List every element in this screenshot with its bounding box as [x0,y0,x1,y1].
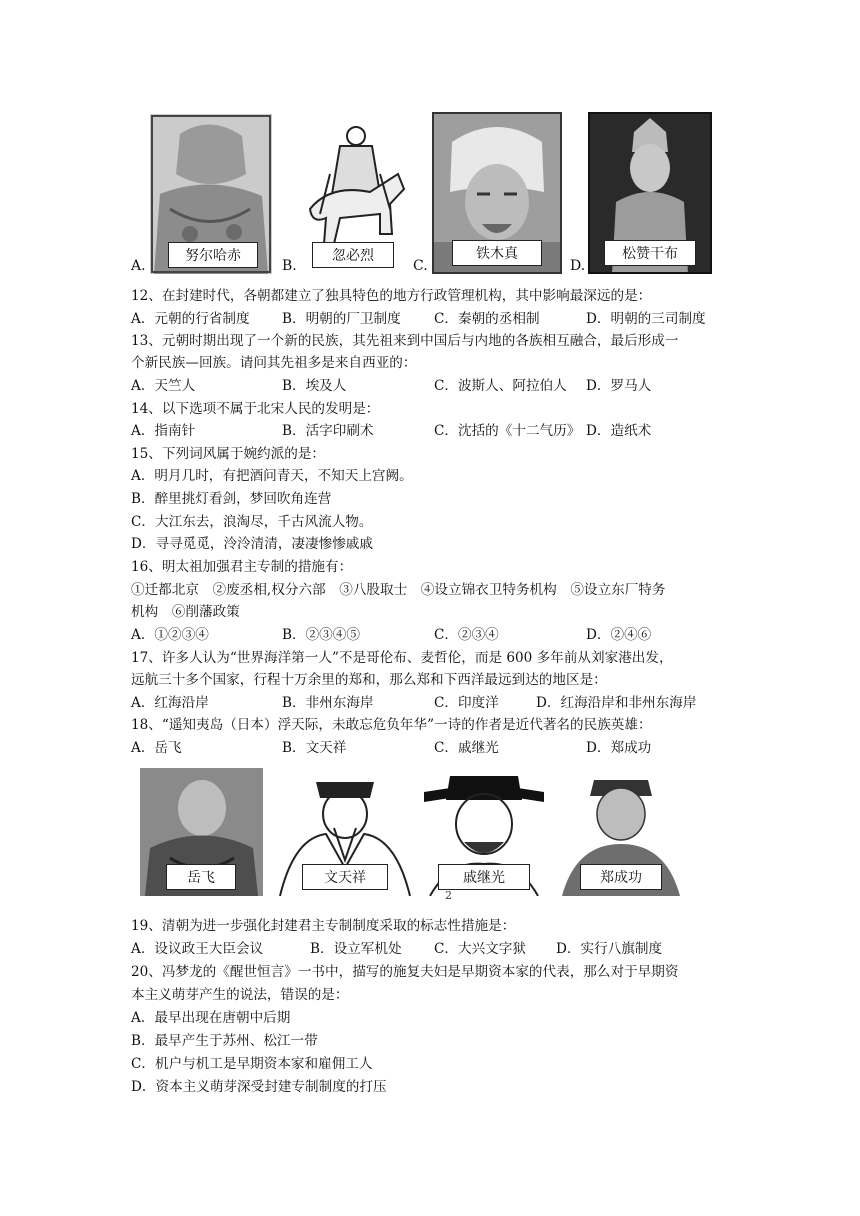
q18-option-c: C．戚继光 [434,740,499,756]
caption-zheng-chenggong: 郑成功 [580,864,662,890]
q12-stem: 12、在封建时代，各朝都建立了独具特色的地方行政管理机构，其中影响最深远的是： [131,288,652,304]
q16-options [131,625,741,645]
q17-option-c: C．印度洋 [434,695,499,711]
q17-option-b: B．非州东海岸 [282,695,374,711]
q14-stem: 14、以下选项不属于北宋人民的发明是： [131,401,380,417]
option-letter-d: D. [570,258,586,274]
q14-option-a: A．指南针 [131,423,196,439]
q20-option-d: D．资本主义萌芽深受封建专制制度的打压 [131,1079,387,1095]
q20-option-a: A．最早出现在唐朝中后期 [131,1010,291,1026]
q17-option-d: D．红海沿岸和非州东海岸 [536,695,697,711]
option-letter-b: B. [282,258,297,274]
q18-option-a: A．岳飞 [131,740,182,756]
q17-options [131,693,741,713]
q14-options [131,421,741,441]
q13-options [131,376,741,396]
q19-stem: 19、清朝为进一步强化封建君主专制制度采取的标志性措施是： [131,918,516,934]
q16-option-c: C．②③④ [434,627,499,643]
q16-option-b: B．②③④⑤ [282,627,360,643]
q16-option-a: A．①②③④ [131,627,209,643]
q19-option-d: D．实行八旗制度 [556,941,663,957]
portrait-row-q18 [0,768,860,902]
q12-options [131,309,741,329]
q20-option-c: C．机户与机工是早期资本家和雇佣工人 [131,1056,373,1072]
caption-nurhaci: 努尔哈赤 [168,242,258,268]
q18-option-d: D．郑成功 [586,740,652,756]
q15-stem: 15、下列词风属于婉约派的是： [131,446,326,462]
q20-stem-line1: 20、冯梦龙的《醒世恒言》一书中，描写的施复夫妇是早期资本家的代表，那么对于早期资 [131,964,679,980]
portrait-kublai [300,114,410,274]
caption-wen-tianxiang: 文天祥 [302,864,388,890]
option-letter-c: C. [413,258,428,274]
q17-option-a: A．红海沿岸 [131,695,209,711]
q20-stem-line2: 本主义萌芽产生的说法，错误的是： [131,987,349,1003]
q13-option-b: B．埃及人 [282,378,347,394]
q15-option-b: B．醉里挑灯看剑，梦回吹角连营 [131,491,332,507]
portrait-nurhaci [150,114,272,274]
q17-stem-line2: 远航三十多个国家，行程十万余里的郑和，那么郑和下西洋最远到达的地区是： [131,672,607,688]
q18-options [131,738,741,758]
q14-option-d: D．造纸术 [586,423,652,439]
q12-option-c: C．秦朝的丞相制 [434,311,540,327]
q12-option-d: D．明朝的三司制度 [586,311,706,327]
q13-option-d: D．罗马人 [586,378,652,394]
caption-temujin: 铁木真 [452,240,542,266]
q15-option-d: D．寻寻觅觅，泠泠清清，凄凄惨惨戚戚 [131,536,373,552]
q16-option-d: D．②④⑥ [586,627,652,643]
portrait-zheng-chenggong [556,768,686,896]
caption-qi-jiguang: 戚继光 [438,864,530,890]
q15-option-a: A．明月几时，有把酒问青天，不知天上宫阙。 [131,468,413,484]
q20-option-b: B．最早产生于苏州、松江一带 [131,1033,318,1049]
portrait-wen-tianxiang [274,768,416,896]
q12-option-b: B．明朝的厂卫制度 [282,311,401,327]
q19-option-c: C．大兴文字狱 [434,941,526,957]
q13-stem-line1: 13、元朝时期出现了一个新的民族，其先祖来到中国后与内地的各族相互融合，最后形成一 [131,333,679,349]
q18-option-b: B．文天祥 [282,740,347,756]
q14-option-c: C．沈括的《十二气历》 [434,423,581,439]
q16-stem: 16、明太祖加强君主专制的措施有： [131,559,353,575]
q18-stem: 18、“遥知夷岛（日本）浮天际，未敢忘危负年华”一诗的作者是近代著名的民族英雄： [131,717,652,733]
q17-stem-line1: 17、许多人认为“世界海洋第一人”不是哥伦布、麦哲伦，而是 600 多年前从刘家港出发， [131,650,673,666]
option-letter-a: A. [131,258,146,274]
q16-items-line1: ①迁都北京 ②废丞相,权分六部 ③八股取士 ④设立锦衣卫特务机构 ⑤设立东厂特务 [131,582,666,598]
caption-yue-fei: 岳飞 [166,864,236,890]
portrait-temujin [432,112,562,274]
q19-option-a: A．设议政王大臣会议 [131,941,264,957]
q15-option-c: C．大江东去，浪淘尽，千古风流人物。 [131,514,373,530]
portrait-row-q11 [0,110,860,276]
q13-stem-line2: 个新民族—回族。请问其先祖多是来自西亚的： [131,355,417,371]
caption-songtsen-gampo: 松赞干布 [604,240,696,266]
q16-items-line2: 机构 ⑥削藩政策 [131,604,240,620]
portrait-qi-jiguang [420,768,548,896]
portrait-songtsen-gampo [588,112,712,274]
q13-option-a: A．天竺人 [131,378,196,394]
q19-option-b: B．设立军机处 [310,941,402,957]
caption-kublai: 忽必烈 [312,242,394,268]
q19-options [131,939,741,959]
q14-option-b: B．活字印刷术 [282,423,374,439]
portrait-yue-fei [140,768,263,896]
q13-option-c: C．波斯人、阿拉伯人 [434,378,567,394]
page-number: 2 [445,889,452,902]
q12-option-a: A．元朝的行省制度 [131,311,250,327]
